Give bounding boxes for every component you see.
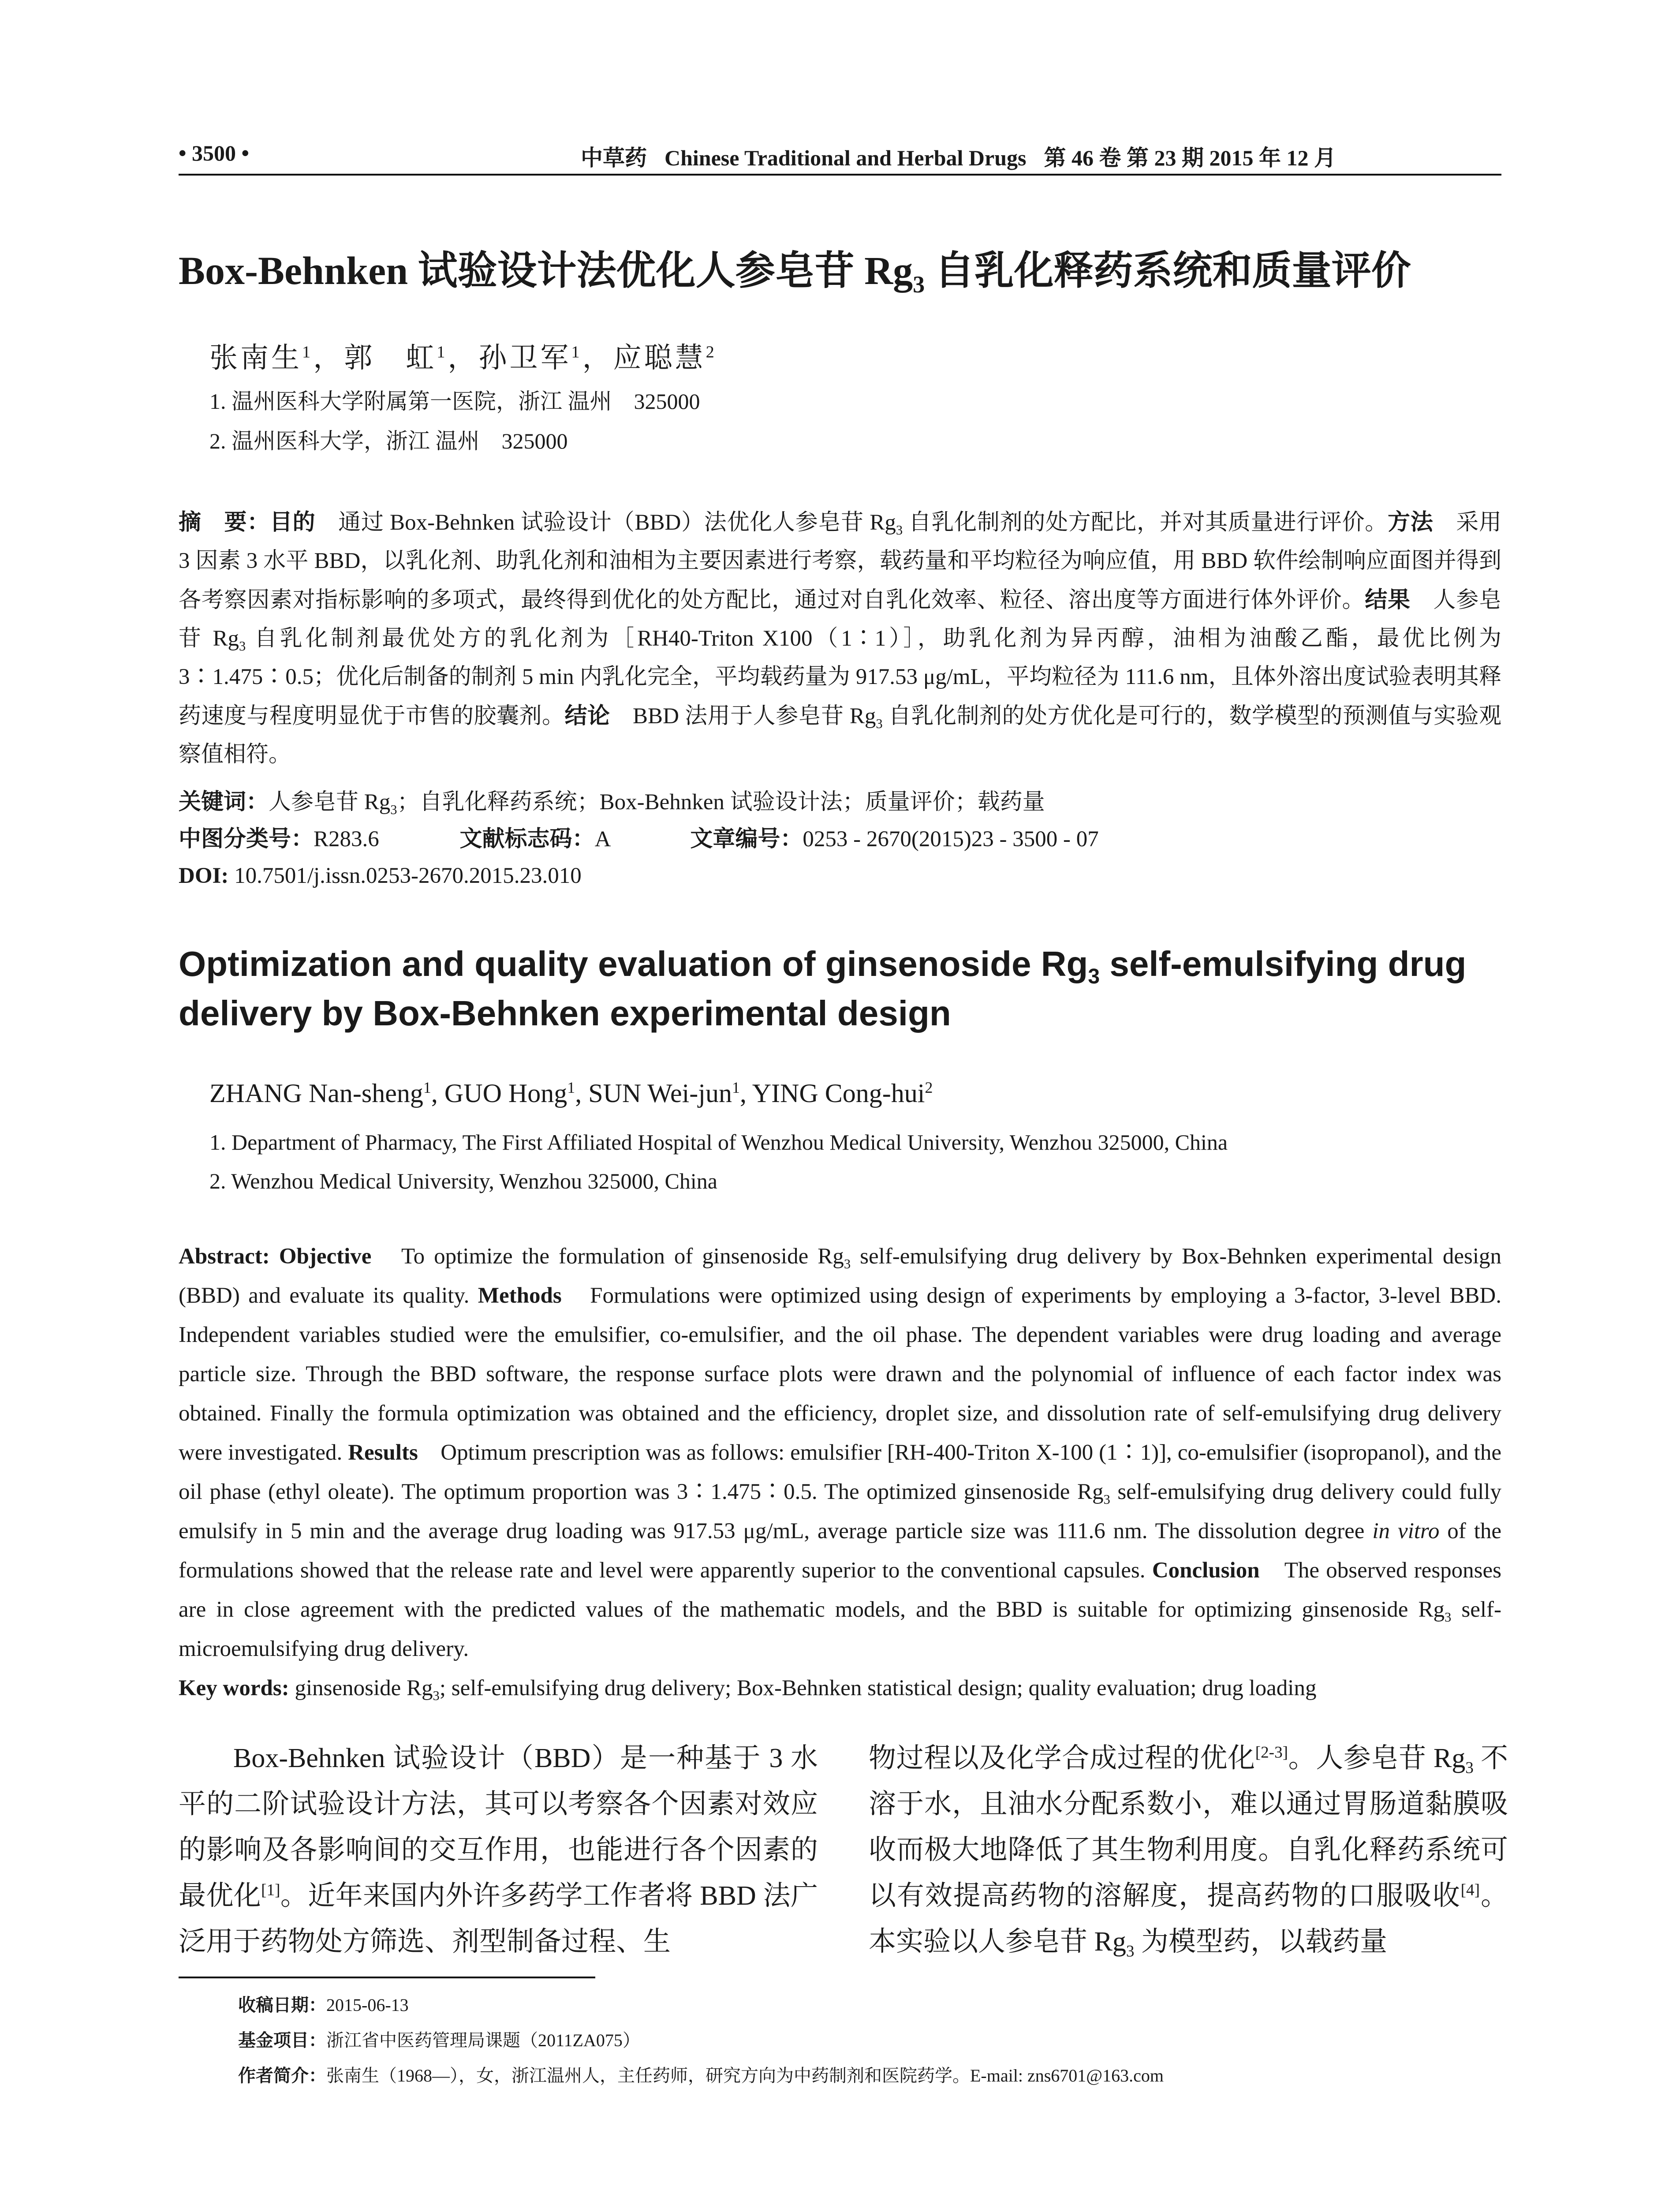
citation[interactable]: [4] (1460, 1881, 1480, 1899)
keyword-text: ; self-emulsifying drug delivery; Box-Behnken statistical design; quality evaluation; drug loading (439, 1676, 1317, 1700)
author-bio-value: 张南生（1968—），女，浙江温州人，主任药师，研究方向为中药制剂和医院药学。E-mail: zns6701@163.com (326, 2066, 1164, 2085)
title-cn-part1: Box-Behnken 试验设计法优化人参皂苷 Rg (179, 249, 913, 293)
results-label: 结果 (1365, 587, 1411, 612)
journal-name (581, 140, 1336, 172)
title-cn-part2: 自乳化释药系统和质量评价 (925, 249, 1411, 293)
abstract-label: 摘 要： (179, 509, 270, 534)
doi-link[interactable]: 10.7501/j.issn.0253-2670.2015.23.010 (228, 863, 582, 888)
issue-info: 第 46 卷 第 23 期 2015 年 12 月 (1044, 146, 1336, 170)
clc-value: R283.6 (314, 827, 379, 852)
author-bio-label: 作者简介： (238, 2066, 326, 2085)
author-en: , SUN Wei-jun (575, 1079, 732, 1108)
article-number-value: 0253 - 2670(2015)23 - 3500 - 07 (803, 827, 1099, 852)
abstract-text: self-emulsifying drug delivery could fully emulsify in 5 min and the average drug loading was 917.53 μg/mL, average particle size was 111.6 nm. The dissolution degree (179, 1480, 1501, 1544)
received-label: 收稿日期： (238, 1996, 326, 2015)
title-en-part2: self-emulsifying drug delivery by Box-Behnken experimental design (179, 944, 1467, 1033)
author-sup: 1 (302, 343, 314, 362)
abstract-text: The observed responses are in close agreement with the predicted values of the mathematic models, and the BBD is suitable for optimizing ginsenoside Rg (179, 1558, 1501, 1622)
body-text: Box-Behnken 试验设计（BBD）是一种基于 3 水平的二阶试验设计方法，其可以考察各个因素对效应的影响及各影响间的交互作用，也能进行各个因素的最优化 (179, 1743, 818, 1911)
subscript: 3 (1444, 1610, 1452, 1625)
body-text: 。近年来国内外许多药学工作者将 BBD 法广泛用于药物处方筛选、剂型制备过程、生 (179, 1881, 818, 1957)
subscript: 3 (433, 1688, 440, 1704)
author-en: ZHANG Nan-sheng (209, 1079, 423, 1108)
results-en-label: Results (348, 1440, 418, 1465)
abstract-text: To optimize the formulation of ginsenoside Rg (371, 1244, 844, 1269)
objective-label: 目的 (269, 509, 316, 534)
keywords-label: 关键词： (179, 789, 269, 814)
keywords-en-label: Key words: (179, 1676, 289, 1700)
subscript: 3 (390, 802, 397, 818)
abstract-en-label: Abstract: Objective (179, 1244, 372, 1269)
fund-label: 基金项目： (238, 2031, 326, 2050)
author-en: , YING Cong-hui (739, 1079, 925, 1108)
subscript: 3 (239, 639, 246, 654)
title-cn-sub: 3 (913, 271, 925, 298)
abstract-text: 采用 3 因素 3 水平 BBD，以乳化剂、助乳化剂和油相为主要因素进行考察，载药量和平均粒径为响应值，用 BBD 软件绘制响应面图并得到各考察因素对指标影响的多项式，最终得到优化的处方配比，通过对自乳化效率、粒径、溶出度等方面进行体外评价。 (179, 510, 1501, 613)
citation[interactable]: [1] (261, 1881, 280, 1899)
body-text: 物过程以及化学合成过程的优化 (869, 1743, 1255, 1773)
journal-name-cn: 中草药 (581, 145, 647, 171)
abstract-text: 自乳化制剂的处方配比，并对其质量进行评价。 (903, 510, 1388, 535)
author-cn: 孙卫军 (478, 342, 571, 374)
subscript: 3 (844, 1256, 851, 1272)
received-value: 2015-06-13 (326, 1995, 409, 2015)
abstract-text: 通过 Box-Behnken 试验设计（BBD）法优化人参皂苷 Rg (315, 510, 896, 535)
footnote-fund (238, 2026, 640, 2055)
body-text: 。本实验以人参皂苷 Rg (869, 1881, 1508, 1957)
abstract-text: 人参皂苷 Rg (179, 588, 1501, 651)
running-header (179, 140, 1501, 176)
doi-line (179, 858, 582, 893)
title-en-part1: Optimization and quality evaluation of ginsenoside Rg (179, 944, 1088, 983)
subscript: 3 (1103, 1492, 1110, 1507)
body-column-right (869, 1735, 1508, 1965)
abstract-en (179, 1237, 1501, 1708)
keywords-cn (179, 784, 1045, 820)
affiliation-cn-1: 1. 温州医科大学附属第一医院，浙江 温州 325000 (209, 389, 700, 414)
author-sup: 1 (423, 1079, 431, 1096)
doi-label: DOI: (179, 863, 229, 888)
author-sup: 1 (571, 343, 582, 362)
abstract-text: Optimum prescription was as follows: emulsifier [RH-400-Triton X-100 (1∶1)], co-emulsifier (isopropanol), and the oil phase (ethyl oleate). The optimum proportion was 3∶1.475∶0.5. The optimized ginsenoside Rg (179, 1440, 1501, 1504)
subscript: 3 (876, 716, 883, 732)
clc-label: 中图分类号： (179, 826, 314, 851)
methods-en-label: Methods (478, 1283, 562, 1308)
abstract-text: self-microemulsifying drug delivery. (179, 1597, 1501, 1661)
page-number: • 3500 • (179, 141, 250, 165)
body-text: 为模型药，以载药量 (1134, 1927, 1387, 1957)
citation[interactable]: [2-3] (1255, 1743, 1288, 1762)
author-sup: 1 (437, 343, 448, 362)
fund-value: 浙江省中医药管理局课题（2011ZA075） (326, 2030, 640, 2050)
abstract-text: Formulations were optimized using design of experiments by employing a 3-factor, 3-level BBD. Independent variables studied were the emulsifier, co-emulsifier, and the oil phase. The dependent variables were drug loading and average particle size. Through the BBD software, the response surface plots were drawn and the polynomial of influence of each factor index was obtained. Finally the formula optimization was obtained and the efficiency, droplet size, and dissolution rate of self-emulsifying drug delivery were investigated. (179, 1283, 1501, 1465)
subscript: 3 (1126, 1942, 1135, 1961)
classification-line (179, 821, 1099, 857)
author-sup: 1 (567, 1079, 575, 1096)
conclusion-label: 结论 (564, 703, 610, 728)
body-text: 不溶于水，且油水分配系数小，难以通过胃肠道黏膜吸收而极大地降低了其生物利用度。自乳化释药系统可以有效提高药物的溶解度，提高药物的口服吸收 (869, 1743, 1508, 1911)
keyword-text: 人参皂苷 Rg (269, 790, 391, 815)
author-en: , GUO Hong (431, 1079, 567, 1108)
abstract-text: self-emulsifying drug delivery by Box-Behnken experimental design (BBD) and evaluate its quality. (179, 1244, 1502, 1308)
abstract-cn (179, 503, 1501, 774)
footnote-received (238, 1991, 409, 2019)
paper-title-en (179, 939, 1501, 1038)
abstract-text: BBD 法用于人参皂苷 Rg (610, 704, 876, 729)
author-cn: 张南生 (209, 342, 302, 374)
authors-en (209, 1078, 933, 1109)
subscript: 3 (1465, 1759, 1474, 1777)
subscript: 3 (896, 523, 903, 538)
author-sup: 2 (925, 1079, 933, 1096)
authors-cn: 张南生$^1$，郭 虹$^1$，孙卫军$^1$，应聪慧$^2$ (209, 342, 717, 374)
affiliation-en-1: 1. Department of Pharmacy, The First Affiliated Hospital of Wenzhou Medical University, Wenzhou 325000, China (209, 1130, 1228, 1155)
abstract-text: of the formulations showed that the release rate and level were apparently superior to the conventional capsules. (179, 1519, 1501, 1583)
methods-label: 方法 (1388, 509, 1434, 534)
conclusion-en-label: Conclusion (1152, 1558, 1260, 1583)
body-column-left (179, 1735, 818, 1965)
abstract-text: 自乳化制剂最优处方的乳化剂为［RH40-Triton X100（1∶1）］，助乳化剂为异丙醇，油相为油酸乙酯，最优比例为 3∶1.475∶0.5；优化后制备的制剂 5 min 内乳化完全，平均载药量为 917.53 μg/mL，平均粒径为 111.6 nm，且体外溶出度试验表明其释药速度与程度明显优于市售的胶囊剂。 (179, 626, 1502, 729)
affiliation-en-2: 2. Wenzhou Medical University, Wenzhou 325000, China (209, 1169, 717, 1193)
title-en-sub: 3 (1088, 965, 1100, 988)
author-cn: 郭 虹 (344, 342, 437, 374)
doc-code-value: A (594, 827, 610, 852)
abstract-text: 自乳化制剂的处方优化是可行的，数学模型的预测值与实验观察值相符。 (179, 704, 1501, 767)
footnote-author (238, 2062, 1164, 2090)
footnote-divider (179, 1977, 595, 1978)
doc-code-label: 文献标志码： (459, 826, 595, 851)
keyword-text: ；自乳化释药系统；Box-Behnken 试验设计法；质量评价；载药量 (397, 790, 1045, 815)
italic-text: in vitro (1372, 1519, 1440, 1544)
affiliation-cn-2: 2. 温州医科大学，浙江 温州 325000 (209, 429, 568, 453)
paper-title-cn (179, 245, 1501, 298)
article-number-label: 文章编号： (690, 826, 803, 851)
journal-name-en: Chinese Traditional and Herbal Drugs (665, 146, 1027, 170)
author-sup: 1 (732, 1079, 740, 1096)
author-cn: 应聪慧 (613, 342, 706, 374)
body-text: 。人参皂苷 Rg (1288, 1743, 1466, 1773)
keyword-text: ginsenoside Rg (289, 1676, 433, 1700)
author-sup: 2 (706, 343, 717, 362)
